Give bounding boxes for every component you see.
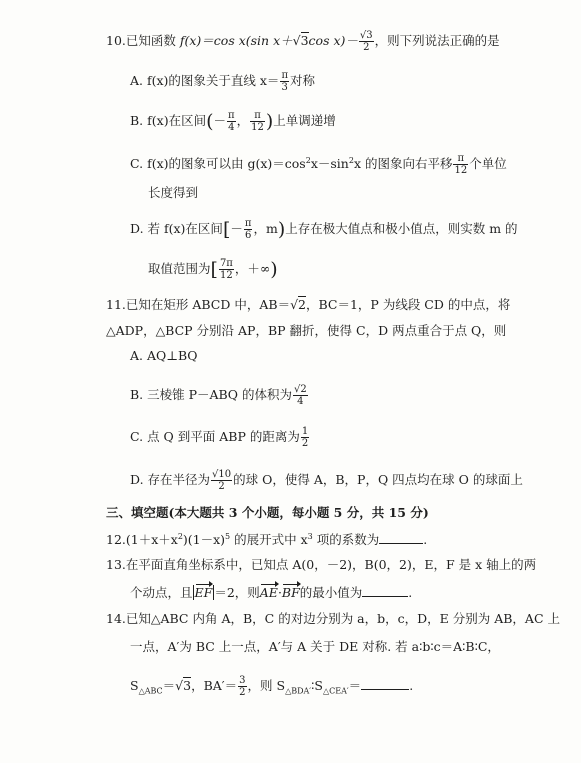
- q10-frac-num: √3: [359, 30, 373, 41]
- q11-option-d: [130, 469, 523, 492]
- q14-line3: $S_{\triangle ABC}=√3$，BA′＝ $\frac{3}{2}$ ，则 $S_{\triangle BDA'}∶S_{\triangle CEA'}=$ .: [130, 675, 414, 698]
- q14-ba: ，BA′＝: [191, 678, 238, 693]
- q10-b-frac2-num: π: [250, 110, 265, 122]
- q10-d-line2-frac-num: 7π: [219, 258, 233, 269]
- q10-frac-den: 2: [363, 42, 370, 53]
- q10-d-line2-b: ，＋∞: [234, 261, 271, 276]
- q10-sqrt3: 3: [300, 33, 309, 48]
- q13-vector-bf: BF: [281, 585, 300, 600]
- q14-ratio: ∶S: [311, 678, 323, 693]
- q11-b-frac-den: 4: [297, 396, 304, 407]
- q10-d-line2-lbracket: [: [210, 258, 218, 281]
- q10-b-lparen: (: [206, 110, 214, 133]
- q10-d-mid: ，m: [253, 221, 278, 236]
- q13-line2c: 的最小值为: [299, 585, 363, 600]
- q11-c-text: C. 点 Q 到平面 ABP 的距离为: [130, 429, 300, 444]
- q10-b-text2: 上单调递增: [273, 113, 336, 128]
- q14-end: .: [409, 678, 414, 693]
- q10-b-frac2-den: 12: [251, 122, 264, 133]
- q10-b-label: B.: [130, 113, 148, 128]
- q10-b-frac1: [227, 110, 236, 133]
- q10-d-text2: 上存在极大值点和极小值点，则实数 m 的: [285, 221, 518, 236]
- q11-stem-line1: 11.已知在矩形 ABCD 中，AB＝√2，BC＝1，P 为线段 CD 的中点，将: [106, 297, 511, 312]
- q14-s1: S: [130, 678, 139, 693]
- q11-option-b: [130, 384, 309, 407]
- q10-c-text2: x－sin: [310, 156, 349, 171]
- q10-d-rparen: ): [277, 218, 286, 241]
- q10-b-frac1-num: π: [228, 110, 235, 121]
- q10-d-text: 若 f(x)在区间: [147, 221, 223, 236]
- q10-option-c: C. f(x)的图象可以由 $g(x)=\cos^2x-\sin^2x$ 的图象向右平移 $\frac{\pi}{12}$ 个单位: [130, 153, 507, 176]
- q11-stem-b: ，BC＝1，P 为线段 CD 的中点，将: [306, 297, 511, 312]
- q10-c-frac: [453, 153, 468, 176]
- q12-text3: 的展开式中 x: [230, 532, 308, 547]
- q11-stem-a: 11.已知在矩形 ABCD 中，AB＝: [106, 297, 291, 312]
- q10-number: 10.已知函数: [106, 33, 180, 48]
- q12-sup2: 2: [177, 531, 183, 541]
- q10-b-comma: ，: [236, 113, 250, 128]
- q12-sup3: 3: [307, 531, 313, 541]
- q10-frac: [359, 30, 374, 53]
- q14-answer-blank[interactable]: [361, 677, 409, 690]
- q13-line2b: ＝2，则: [214, 585, 260, 600]
- q13-dot: ·: [277, 585, 282, 600]
- q10-option-a: [130, 70, 315, 93]
- q13-answer-blank[interactable]: [362, 584, 408, 597]
- q14-frac-num: 3: [239, 675, 246, 686]
- q11-b-text: B. 三棱锥 P－ABQ 的体积为: [130, 387, 292, 402]
- q10-option-c-line2: 长度得到: [148, 185, 199, 200]
- q11-b-frac: [293, 384, 308, 407]
- q10-d-frac-num: π: [244, 218, 252, 229]
- q10-c-text: f(x)的图象可以由 g(x)＝cos: [147, 156, 306, 171]
- q10-a-frac-num: π: [281, 70, 289, 81]
- q13-line2a: 个动点，且: [130, 585, 193, 600]
- q14-s2: ，则 S: [247, 678, 286, 693]
- q11-b-frac-num: √2: [293, 384, 307, 395]
- q10-d-frac-den: 6: [244, 230, 252, 241]
- q13-end: .: [408, 585, 413, 600]
- q11-d-frac: [211, 469, 232, 492]
- q11-stem-line2: △ADP，△BCP 分别沿 AP，BP 翻折，使得 C，D 两点重合于点 Q，则: [106, 323, 507, 338]
- q10-suffix: ，则下列说法正确的是: [374, 33, 500, 48]
- q10-b-frac2: [250, 110, 265, 133]
- q12-sup5: 5: [225, 531, 231, 541]
- q12-text4: 项的系数为: [312, 532, 380, 547]
- q10-d-label: D.: [130, 221, 148, 236]
- q10-a-frac-den: 3: [281, 82, 288, 93]
- q13-vector-ae: AE: [259, 585, 278, 600]
- q10-a-text: f(x)的图象关于直线 x＝: [146, 73, 280, 88]
- section-title: 三、填空题(本大题共 3 个小题，每小题 5 分，共 15 分): [106, 505, 429, 520]
- q13-line1: 13.在平面直角坐标系中，已知点 A(0，－2)，B(0，2)，E，F 是 x 轴上的两: [106, 557, 537, 572]
- q11-option-c: [130, 426, 310, 449]
- q10-c-label: C.: [130, 156, 148, 171]
- q14-eq: ＝: [162, 678, 176, 693]
- q14-line1: 14.已知△ABC 内角 A，B，C 的对边分别为 a，b，c，D，E 分别为 AB，AC 上: [106, 611, 560, 626]
- q13-line2: [130, 584, 412, 601]
- q10-c-text4: 个单位: [469, 156, 507, 171]
- q12: [106, 531, 427, 548]
- q10-b-text: f(x)在区间: [147, 113, 207, 128]
- q10-d-frac: [244, 218, 253, 241]
- q10-c-frac-den: 12: [454, 165, 468, 176]
- q10-d-line2-rparen: ): [270, 258, 278, 281]
- q10-stem: 10.已知函数 f(x)＝cos x(sin x＋√3cos x)－ $\frac{√3}{2}$ ，则下列说法正确的是: [106, 30, 500, 53]
- q14-sqrt3: 3: [183, 678, 192, 693]
- q14-frac-den: 2: [239, 687, 246, 698]
- q10-func2: cos x)－: [308, 33, 358, 48]
- q10-func: f(x)＝cos x(sin x＋: [179, 33, 293, 48]
- q14-sub-bda: △BDA′: [285, 686, 312, 696]
- q11-d-text2: 的球 O，使得 A，B，P，Q 四点均在球 O 的球面上: [233, 472, 523, 487]
- q10-option-b: B. f(x)在区间(－ $\frac{\pi}{4}$ ， $\frac{\pi}{12}$ )上单调递增: [130, 110, 336, 133]
- q11-c-frac-den: 2: [301, 438, 309, 449]
- q12-text1: 12.(1＋x＋x: [106, 532, 178, 547]
- q10-d-lbracket: [: [222, 218, 231, 241]
- q12-answer-blank[interactable]: [379, 531, 423, 544]
- q12-end: .: [423, 532, 428, 547]
- q13-vector-ef: EF: [194, 585, 213, 600]
- q10-option-d-line2: [148, 258, 278, 281]
- q14-frac: [238, 675, 246, 698]
- q14-eq2: ＝: [348, 678, 362, 693]
- q10-d-line2-text: 取值范围为: [148, 261, 211, 276]
- q10-d-line2-frac: [219, 258, 234, 281]
- q11-d-text: D. 存在半径为: [130, 472, 211, 487]
- q14-sub-cea: △CEA′: [322, 686, 349, 696]
- q14-sub-abc: △ABC: [138, 686, 163, 696]
- q10-a-label: A.: [130, 73, 147, 88]
- q10-b-frac1-den: 4: [228, 122, 235, 133]
- q10-c-text3: x 的图象向右平移: [353, 156, 453, 171]
- q10-c-frac-num: π: [453, 153, 468, 165]
- q10-option-d: D. 若 f(x)在区间[－ $\frac{\pi}{6}$ ，m)上存在极大值点和极小值点，则实数 m 的: [130, 218, 518, 241]
- q11-c-frac-num: 1: [301, 426, 309, 437]
- q10-d-line2-frac-den: 12: [220, 270, 233, 281]
- q11-sqrt2: 2: [298, 297, 306, 312]
- q14-line2: 一点，A′为 BC 上一点，A′与 A 关于 DE 对称. 若 a∶b∶c＝A∶B∶C，: [130, 639, 500, 654]
- q12-text2: )(1－x): [182, 532, 226, 547]
- q10-a-frac: [280, 70, 289, 93]
- q10-b-rparen: ): [265, 110, 274, 133]
- q10-a-text2: 对称: [290, 73, 316, 88]
- q11-option-a: A. AQ⊥BQ: [130, 348, 198, 363]
- q11-d-frac-num: √10: [212, 469, 232, 480]
- q11-d-frac-den: 2: [218, 481, 225, 492]
- q11-c-frac: [301, 426, 309, 449]
